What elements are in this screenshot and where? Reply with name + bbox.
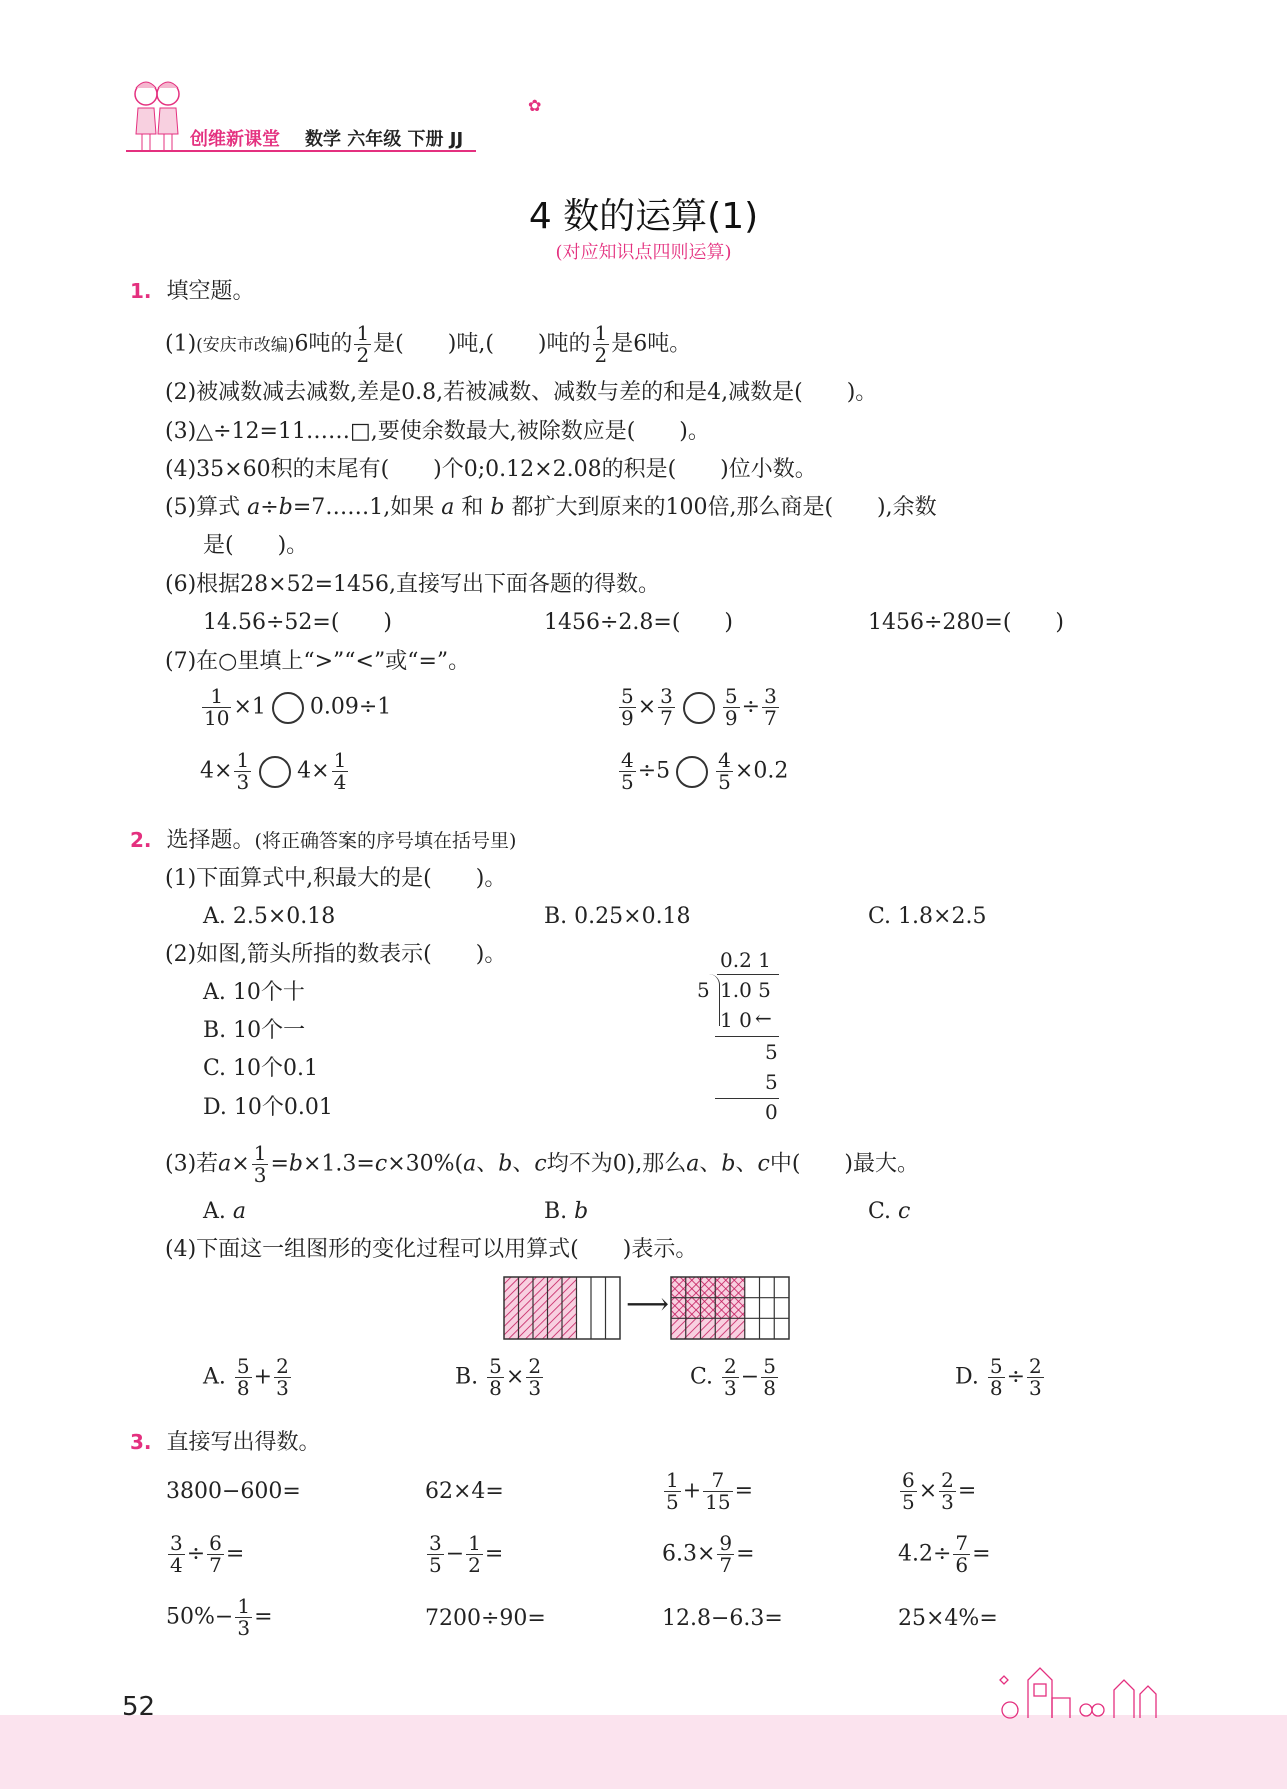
q2-p2-opt-a[interactable]: A. 10个十 bbox=[203, 980, 305, 1005]
division-dividend: 1.0 5 bbox=[720, 978, 771, 1002]
division-remainder-1: 5 bbox=[765, 1040, 778, 1064]
header-subject: 数学 六年级 下册 JJ bbox=[305, 129, 464, 150]
calc-item: 12.8−6.3= bbox=[662, 1606, 783, 1631]
q2-p2: (2)如图,箭头所指的数表示( )。 bbox=[165, 942, 507, 967]
q1-number: 1. bbox=[130, 279, 152, 303]
calc-item: 3800−600= bbox=[166, 1479, 301, 1504]
division-quotient: 0.2 1 bbox=[720, 948, 771, 972]
q2-p3-opt-b[interactable]: B. b bbox=[544, 1199, 589, 1224]
division-remainder-2: 0 bbox=[765, 1100, 778, 1124]
q2-title: 选择题。 bbox=[166, 828, 255, 853]
footer-band bbox=[0, 1715, 1287, 1789]
compare-circle[interactable] bbox=[272, 692, 304, 724]
division-line-1 bbox=[715, 1036, 779, 1037]
q1-p1-text-2: 是( )吨,( )吨的 bbox=[373, 331, 591, 357]
q1-p1-text-3: 是6吨。 bbox=[611, 331, 692, 357]
castle-illustration bbox=[990, 1650, 1170, 1720]
page-number: 52 bbox=[122, 1692, 156, 1722]
q2-p4-opt-c[interactable]: C. $\frac{2}{3}$ − $\frac{5}{8}$ bbox=[690, 1354, 776, 1400]
q2-p3: (3)若a× $\frac{1}{3}$ =b×1.3=c×30%(a、b、c均不为0),那么a、b、c中( )最大。 bbox=[165, 1141, 920, 1187]
q2-p4-opt-b[interactable]: B. $\frac{5}{8}$ × $\frac{2}{3}$ bbox=[455, 1354, 542, 1400]
fraction-figure-after bbox=[670, 1276, 790, 1340]
q1-p2: (2)被减数减去减数,差是0.8,若被减数、减数与差的和是4,减数是( )。 bbox=[165, 380, 878, 405]
fraction: $\frac{1}{2}$ bbox=[594, 321, 608, 367]
q2-p3-opt-c[interactable]: C. c bbox=[868, 1199, 911, 1224]
division-step-1: 1 0 bbox=[720, 1008, 752, 1032]
q1-p1-text-1: 6吨的 bbox=[294, 331, 353, 357]
q1-heading bbox=[130, 277, 255, 306]
flower-icon: ✿ bbox=[528, 96, 542, 115]
calc-item: 50%− $\frac{1}{3}$ = bbox=[166, 1594, 273, 1640]
q2-note: (将正确答案的序号填在括号里) bbox=[254, 830, 517, 852]
calc-item: 7200÷90= bbox=[425, 1606, 546, 1631]
q2-p1: (1)下面算式中,积最大的是( )。 bbox=[165, 866, 507, 891]
q2-p4-opt-d[interactable]: D. $\frac{5}{8}$ ÷ $\frac{2}{3}$ bbox=[955, 1354, 1042, 1400]
division-bar bbox=[717, 974, 779, 975]
division-bracket bbox=[709, 974, 720, 1026]
q3-title: 直接写出得数。 bbox=[166, 1430, 321, 1455]
lesson-subtitle: (对应知识点四则运算) bbox=[555, 242, 732, 263]
q1-p6: (6)根据28×52=1456,直接写出下面各题的得数。 bbox=[165, 572, 661, 597]
division-line-2 bbox=[715, 1098, 779, 1099]
fraction: $\frac{1}{2}$ bbox=[356, 321, 370, 367]
q2-p1-opt-a[interactable]: A. 2.5×0.18 bbox=[203, 904, 336, 929]
q2-p4: (4)下面这一组图形的变化过程可以用算式( )表示。 bbox=[165, 1237, 698, 1262]
calc-item: $\frac{1}{5}$ + $\frac{7}{15}$ = bbox=[666, 1468, 754, 1514]
compare-3: 4× $\frac{1}{3}$ 4× $\frac{1}{4}$ bbox=[200, 748, 347, 794]
calc-item: $\frac{6}{5}$ × $\frac{2}{3}$ = bbox=[902, 1468, 977, 1514]
q1-p4: (4)35×60积的末尾有( )个0;0.12×2.08的积是( )位小数。 bbox=[165, 457, 817, 482]
q1-p1 bbox=[165, 323, 691, 366]
division-divisor: 5 bbox=[697, 978, 710, 1002]
calc-item: 6.3× $\frac{9}{7}$ = bbox=[662, 1531, 755, 1577]
q2-heading bbox=[130, 826, 516, 855]
compare-2: $\frac{5}{9}$ × $\frac{3}{7}$ $\frac{5}{9}$ ÷ $\frac{3}{7}$ bbox=[621, 684, 777, 730]
q2-p2-opt-c[interactable]: C. 10个0.1 bbox=[203, 1056, 319, 1081]
long-division bbox=[695, 948, 795, 1128]
q1-p5-cont: 是( )。 bbox=[203, 533, 309, 558]
arrow-right-icon: ⟶ bbox=[626, 1287, 670, 1322]
calc-item: 25×4%= bbox=[898, 1606, 998, 1631]
q2-p1-opt-c[interactable]: C. 1.8×2.5 bbox=[868, 904, 987, 929]
q1-p3: (3)△÷12=11……□,要使余数最大,被除数应是( )。 bbox=[165, 419, 710, 444]
compare-4: $\frac{4}{5}$ ÷5 $\frac{4}{5}$ ×0.2 bbox=[621, 748, 789, 794]
q2-p2-opt-b[interactable]: B. 10个一 bbox=[203, 1018, 306, 1043]
arrow-left-icon: ← bbox=[755, 1006, 772, 1030]
compare-1: $\frac{1}{10}$ ×1 0.09÷1 bbox=[204, 684, 392, 730]
q1-p1-label: (1) bbox=[165, 331, 197, 357]
q2-p1-opt-b[interactable]: B. 0.25×0.18 bbox=[544, 904, 691, 929]
division-step-2: 5 bbox=[765, 1070, 778, 1094]
fraction-figure-before bbox=[503, 1276, 621, 1340]
q2-number: 2. bbox=[130, 828, 152, 852]
q1-title: 填空题。 bbox=[166, 279, 255, 304]
calc-item: $\frac{3}{4}$ ÷ $\frac{6}{7}$ = bbox=[170, 1531, 245, 1577]
q3-heading bbox=[130, 1428, 321, 1457]
calc-item: $\frac{3}{5}$ − $\frac{1}{2}$ = bbox=[429, 1531, 504, 1577]
lesson-title: 4 数的运算(1) bbox=[528, 196, 759, 237]
compare-circle[interactable] bbox=[676, 756, 708, 788]
header-girls-illustration bbox=[126, 76, 188, 154]
header-brand: 创维新课堂 bbox=[190, 129, 280, 150]
q3-number: 3. bbox=[130, 1430, 152, 1454]
q2-p2-opt-d[interactable]: D. 10个0.01 bbox=[203, 1095, 333, 1120]
compare-circle[interactable] bbox=[259, 756, 291, 788]
calc-item: 62×4= bbox=[425, 1479, 504, 1504]
q1-p5: (5)算式 a÷b=7……1,如果 a 和 b 都扩大到原来的100倍,那么商是( ),余数 bbox=[165, 495, 937, 520]
calc-item: 4.2÷ $\frac{7}{6}$ = bbox=[898, 1531, 991, 1577]
q1-p1-source: (安庆市改编) bbox=[196, 335, 295, 356]
q1-p7: (7)在○里填上“>”“<”或“=”。 bbox=[165, 649, 471, 674]
q1-p6-item-1: 14.56÷52=( ) bbox=[203, 610, 393, 635]
compare-circle[interactable] bbox=[683, 692, 715, 724]
q1-p6-item-2: 1456÷2.8=( ) bbox=[544, 610, 734, 635]
q2-p3-opt-a[interactable]: A. a bbox=[203, 1199, 247, 1224]
q2-p4-opt-a[interactable]: A. $\frac{5}{8}$ + $\frac{2}{3}$ bbox=[203, 1354, 289, 1400]
q1-p6-item-3: 1456÷280=( ) bbox=[868, 610, 1065, 635]
